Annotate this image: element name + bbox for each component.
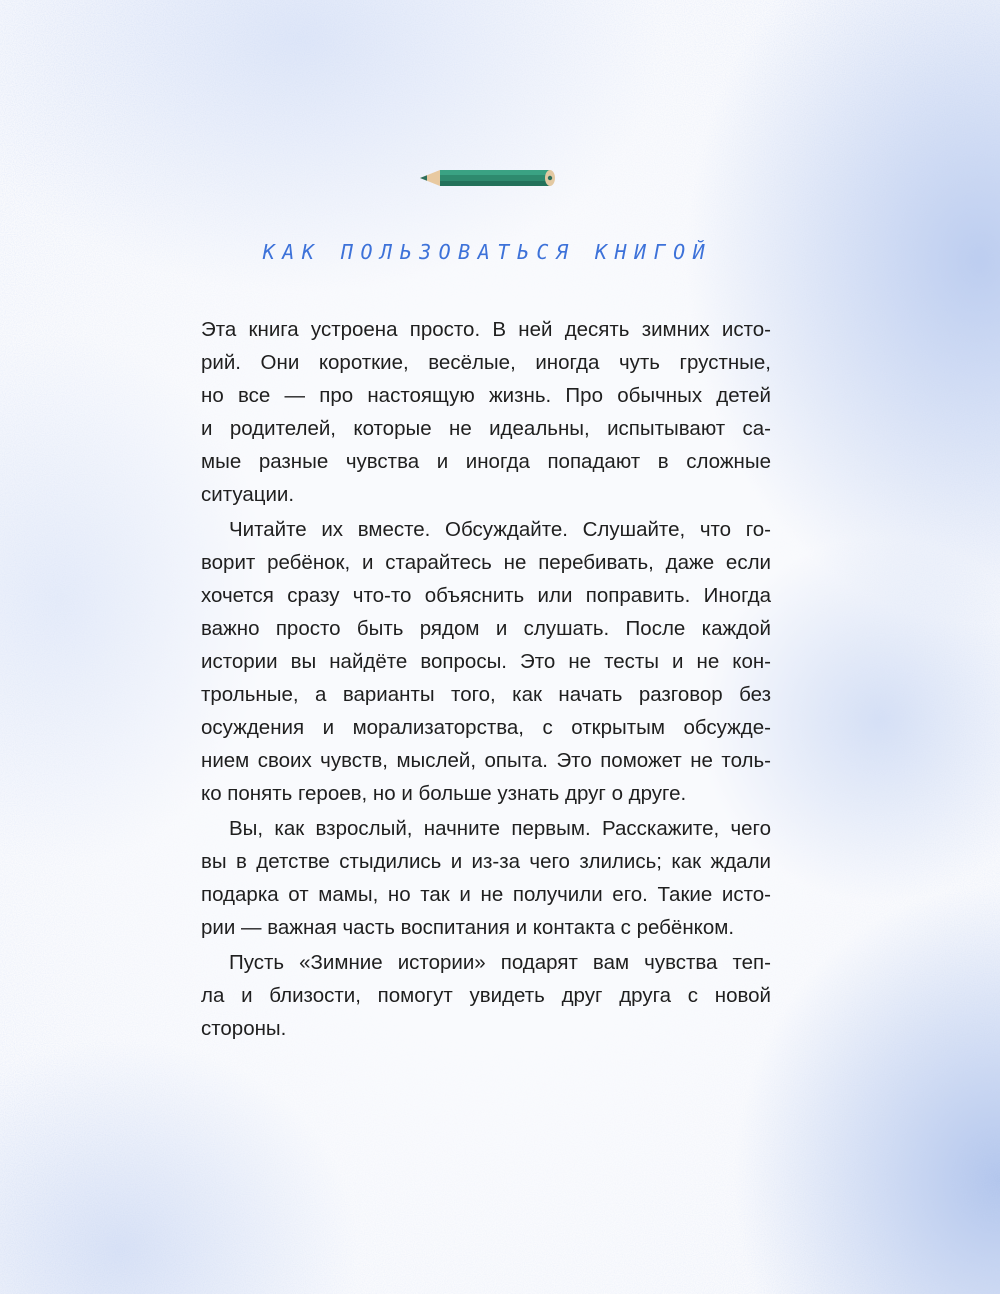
paragraph-3 (201, 812, 771, 944)
text-line: истории вы найдёте вопросы. Это не тесты и не кон- (201, 650, 771, 673)
paragraph-4 (201, 946, 771, 1045)
text-line: ла и близости, помогут увидеть друг друга с новой (201, 984, 771, 1007)
text-line: Вы, как взрослый, начните первым. Расскажите, чего (229, 817, 771, 840)
text-line: Эта книга устроена просто. В ней десять зимних исто- (201, 318, 771, 341)
text-line: важно просто быть рядом и слушать. После каждой (201, 617, 771, 640)
text-line: нием своих чувств, мыслей, опыта. Это поможет не толь- (201, 749, 771, 772)
text-line: ко понять героев, но и больше узнать друг о друге. (201, 782, 687, 805)
text-line: рии — важная часть воспитания и контакта с ребёнком. (201, 916, 735, 939)
text-line: ворит ребёнок, и старайтесь не перебивать, даже если (201, 551, 771, 574)
text-line: мые разные чувства и иногда попадают в сложные (201, 450, 771, 473)
text-line: хочется сразу что-то объяснить или поправить. Иногда (201, 584, 771, 607)
body-text (201, 313, 771, 1047)
text-line: и родителей, которые не идеальны, испытывают са- (201, 417, 771, 440)
page-title: КАК ПОЛЬЗОВАТЬСЯ КНИГОЙ (262, 240, 713, 264)
text-line: стороны. (201, 1017, 287, 1040)
pencil-icon (420, 166, 556, 190)
paragraph-2 (201, 513, 771, 810)
text-line: Читайте их вместе. Обсуждайте. Слушайте, что го- (229, 518, 771, 541)
text-line: рий. Они короткие, весёлые, иногда чуть грустные, (201, 351, 771, 374)
text-line: Пусть «Зимние истории» подарят вам чувства теп- (229, 951, 771, 974)
text-line: ситуации. (201, 483, 295, 506)
text-line: осуждения и морализаторства, с открытым обсужде- (201, 716, 771, 739)
text-line: подарка от мамы, но так и не получили его. Такие исто- (201, 883, 771, 906)
paragraph-1 (201, 313, 771, 511)
text-line: трольные, а варианты того, как начать разговор без (201, 683, 771, 706)
text-line: но все — про настоящую жизнь. Про обычных детей (201, 384, 771, 407)
text-line: вы в детстве стыдились и из-за чего злились; как ждали (201, 850, 771, 873)
